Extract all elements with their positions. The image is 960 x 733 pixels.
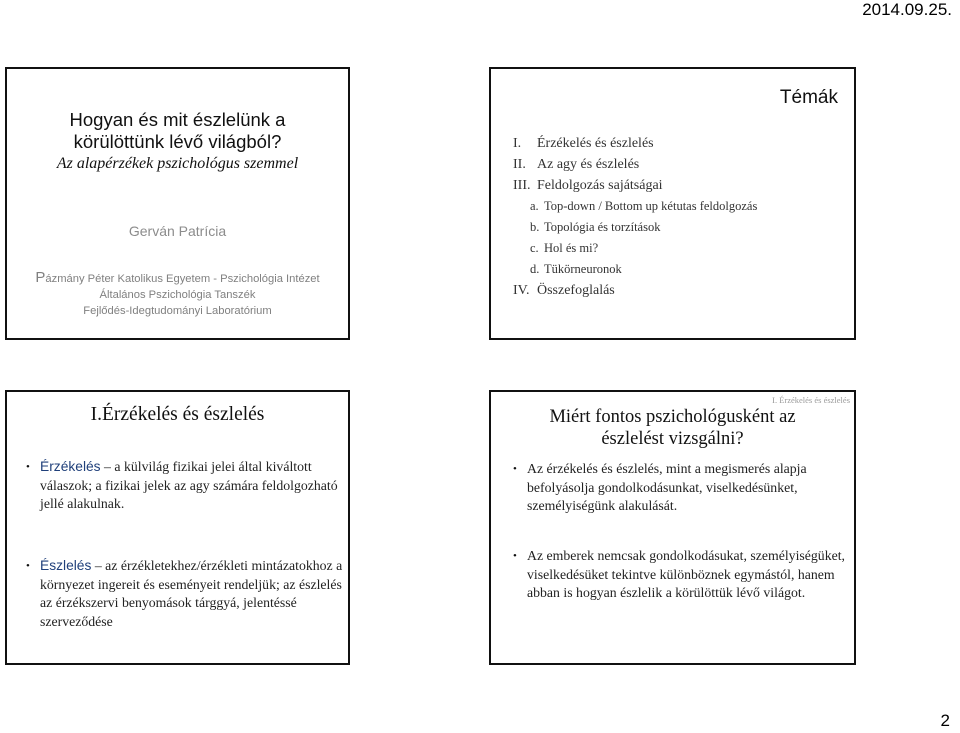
bullet-icon: • <box>26 560 30 572</box>
topic-item: III. Feldolgozás sajátságai <box>513 178 663 193</box>
term-label: Észlelés <box>40 558 92 573</box>
bullet-item <box>26 557 345 631</box>
topic-subitem: c. Hol és mi? <box>530 241 599 255</box>
bullet-item <box>26 458 345 514</box>
topic-subitem: a. Top-down / Bottom up kétutas feldolgozás <box>530 199 758 213</box>
bullet-icon: • <box>26 461 30 473</box>
term-label: Érzékelés <box>40 459 101 474</box>
slide4-title <box>531 406 814 450</box>
topic-item: II. Az agy és észlelés <box>513 157 640 172</box>
slide1-title <box>7 109 348 153</box>
topic-subitem: b. Topológia és torzítások <box>530 220 661 234</box>
bullet-icon: • <box>513 463 517 475</box>
bullet-text: – az érzékletekhez/érzékleti mintázatokhoz a környezet ingereit és eseményeit rendeljük; az észlelés az érzékszervi benyomások tárggyá, jelentéssé szerveződése <box>40 558 343 629</box>
slide4-title-line2: észlelést vizsgálni? <box>601 429 744 449</box>
page-number: 2 <box>940 711 950 730</box>
header-date: 2014.09.25. <box>862 0 952 19</box>
slide3-title: I.Érzékelés és észlelés <box>90 404 265 425</box>
slide4-title-line1: Miért fontos pszichológusként az <box>549 407 796 427</box>
bullet-text: – a külvilág fizikai jelei által kiváltott válaszok; a fizikai jelek az agy számára feldolgozható jellé alakulnak. <box>40 459 338 511</box>
topic-item: I. Érzékelés és észlelés <box>513 136 654 151</box>
slide-sensation-perception <box>5 390 350 665</box>
bullet-item <box>513 547 845 603</box>
affiliation-line3: Fejlődés-Idegtudományi Laboratórium <box>83 305 272 317</box>
affiliation-line1: Pázmány Péter Katolikus Egyetem - Pszichológia Intézet <box>35 269 320 286</box>
slide1-subtitle: Az alapérzékek pszichológus szemmel <box>56 155 299 172</box>
slide2-title: Témák <box>779 87 838 108</box>
section-label: I. Érzékelés és észlelés <box>772 395 850 405</box>
affiliation-line2: Általános Pszichológia Tanszék <box>99 289 256 301</box>
slide-title <box>5 67 350 340</box>
slide-topics <box>489 67 856 340</box>
bullet-icon: • <box>513 550 517 562</box>
bullet-text: Az emberek nemcsak gondolkodásukat, személyiségüket, viselkedésüket tekintve különböznek egymástól, hanem abban is hogyan észlelik a körülöttük lévő világot. <box>527 548 845 600</box>
slide1-title-line1: Hogyan és mit észlelünk a <box>69 109 286 130</box>
slide1-author: Gerván Patrícia <box>128 223 227 239</box>
bullet-text: Az érzékelés és észlelés, mint a megismerés alapja befolyásolja gondolkodásunkat, viselkedésünket, személyiségünk alakulását. <box>527 461 807 513</box>
slide1-title-line2: körülöttünk lévő világból? <box>73 131 282 152</box>
topic-item: IV. Összefoglalás <box>513 283 615 298</box>
bullet-item <box>513 460 845 516</box>
topics-list <box>513 133 757 301</box>
slide-why-important <box>489 390 856 665</box>
topic-subitem: d. Tükörneuronok <box>530 262 622 276</box>
slide1-affiliation <box>7 270 348 319</box>
